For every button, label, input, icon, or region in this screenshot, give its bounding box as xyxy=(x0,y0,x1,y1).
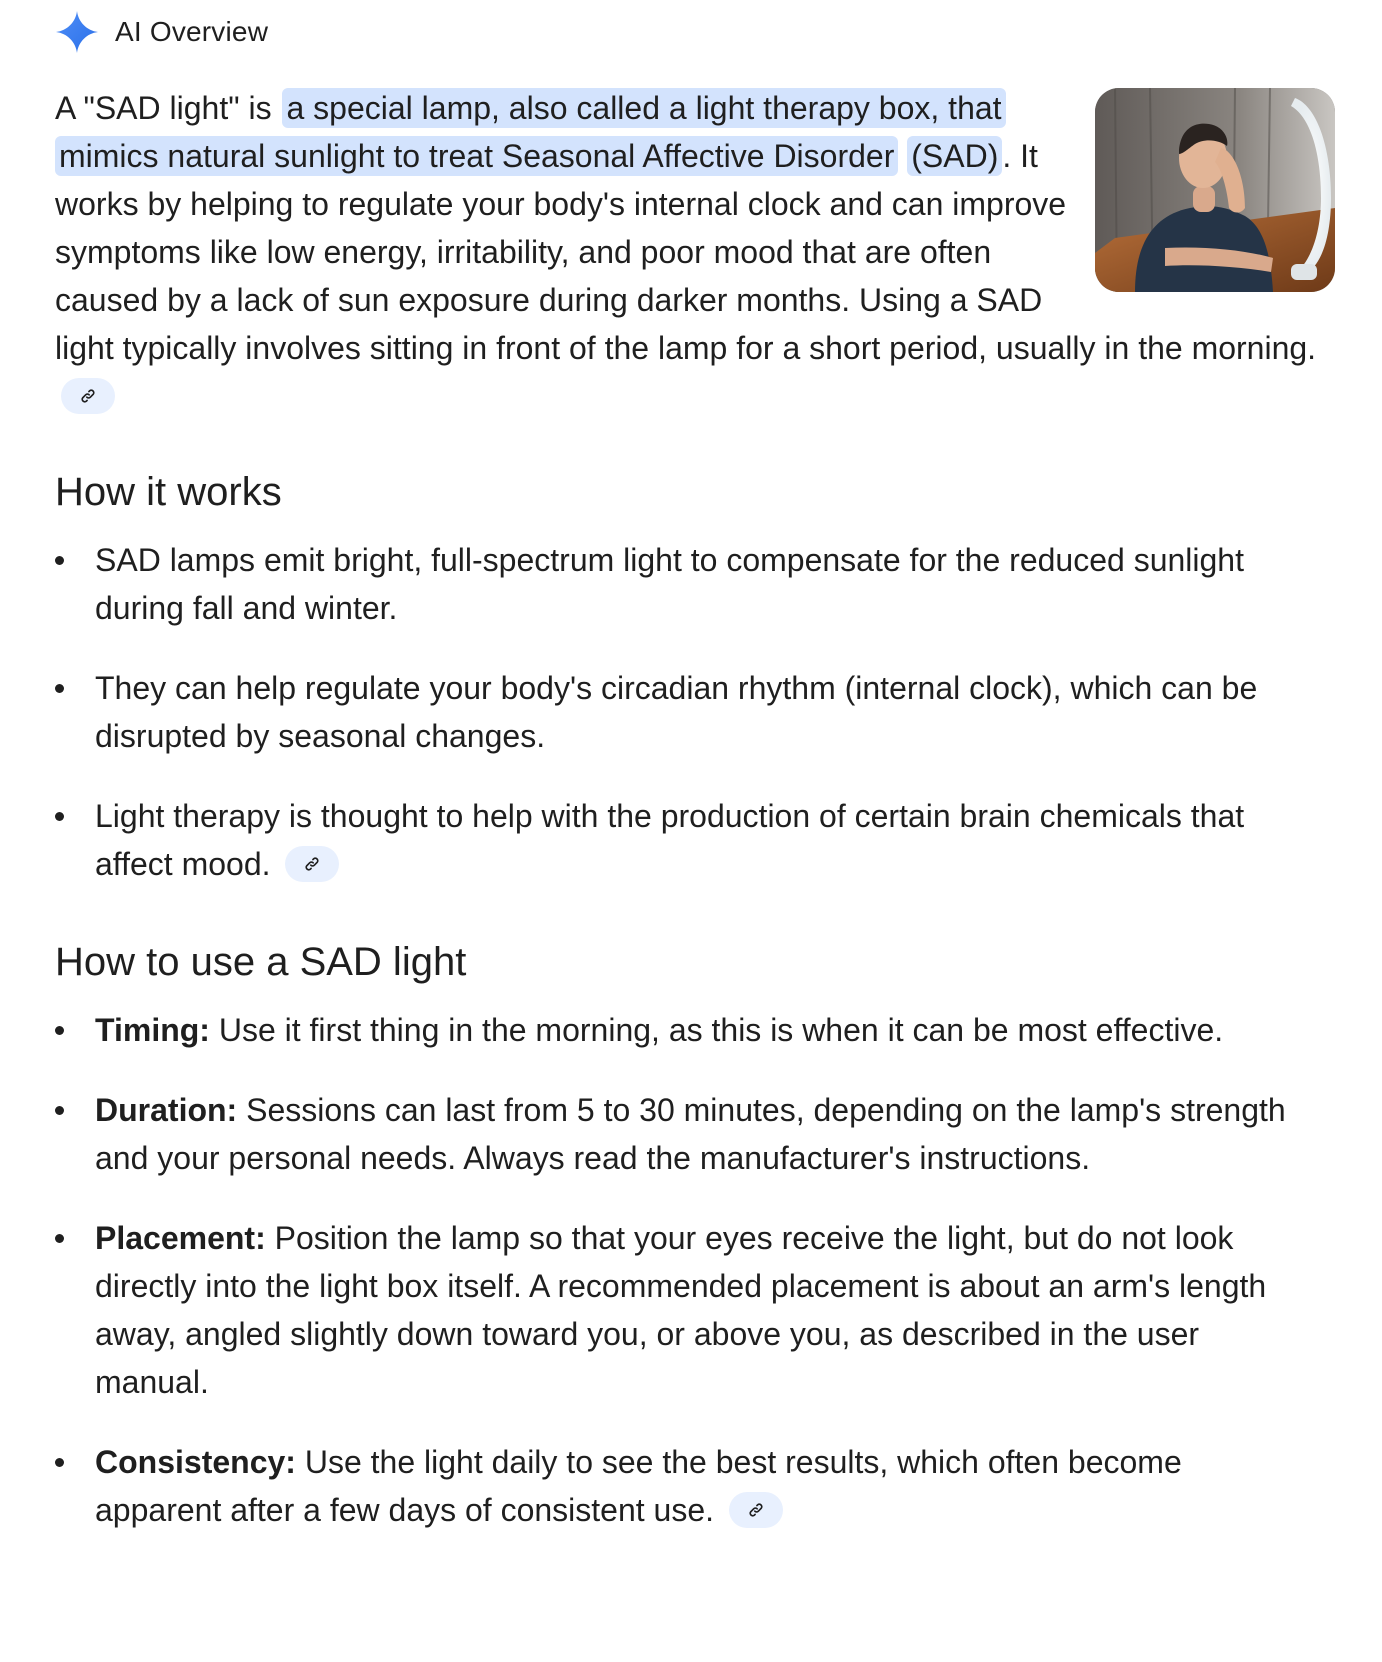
bullet-dot xyxy=(55,812,64,821)
list-item xyxy=(55,1086,1305,1182)
bullet-dot xyxy=(55,1106,64,1115)
link-icon xyxy=(78,386,98,406)
ai-overview-title: AI Overview xyxy=(115,16,269,47)
list-item xyxy=(55,664,1305,760)
highlighted-definition-3: (SAD) xyxy=(907,136,1002,176)
list-item xyxy=(55,1006,1305,1054)
list-item xyxy=(55,1214,1305,1406)
how-to-use-list xyxy=(55,1006,1305,1566)
list-item-term: Duration: xyxy=(95,1092,238,1128)
bullet-dot xyxy=(55,556,64,565)
highlighted-definition-2: mimics natural sunlight to treat Seasonal Affective Disorder xyxy=(55,136,898,176)
list-item xyxy=(55,792,1305,888)
list-item-text: SAD lamps emit bright, full-spectrum light to compensate for the reduced sunlight during fall and winter. xyxy=(95,542,1244,626)
intro-paragraph xyxy=(55,84,1335,420)
overview-thumbnail-image[interactable] xyxy=(1095,88,1335,292)
source-link-chip[interactable] xyxy=(729,1492,783,1528)
source-link-chip[interactable] xyxy=(61,378,115,414)
source-link-chip[interactable] xyxy=(285,846,339,882)
ai-overview-header xyxy=(55,8,268,56)
list-item-text: Sessions can last from 5 to 30 minutes, depending on the lamp's strength and your personal needs. Always read the manufacturer's instructions. xyxy=(95,1092,1286,1176)
bullet-dot xyxy=(55,1026,64,1035)
link-icon xyxy=(302,854,322,874)
bullet-dot xyxy=(55,1458,64,1467)
intro-prefix: A "SAD light" is xyxy=(55,90,272,126)
list-item-term: Consistency: xyxy=(95,1444,296,1480)
list-item-text: Position the lamp so that your eyes receive the light, but do not look directly into the light box itself. A recommended placement is about an arm's length away, angled slightly down toward you, or above you, as described in the user manual. xyxy=(95,1220,1267,1400)
list-item-text: They can help regulate your body's circadian rhythm (internal clock), which can be disrupted by seasonal changes. xyxy=(95,670,1258,754)
bullet-dot xyxy=(55,684,64,693)
link-icon xyxy=(746,1500,766,1520)
list-item-term: Timing: xyxy=(95,1012,210,1048)
sparkle-icon xyxy=(55,10,99,54)
list-item xyxy=(55,1438,1305,1534)
list-item-text: Use the light daily to see the best results, which often become apparent after a few days of consistent use. xyxy=(95,1444,1182,1528)
list-item-text: Use it first thing in the morning, as this is when it can be most effective. xyxy=(209,1012,1224,1048)
intro-rest: . It works by helping to regulate your body's internal clock and can improve symptoms like low energy, irritability, and poor mood that are often caused by a lack of sun exposure during darker months. Using a SAD light typically involves sitting in front of the lamp for a short period, usually in the morning. xyxy=(55,138,1317,366)
how-it-works-list xyxy=(55,536,1305,920)
list-item-term: Placement: xyxy=(95,1220,266,1256)
section-title-how-to-use: How to use a SAD light xyxy=(55,940,467,984)
bullet-dot xyxy=(55,1234,64,1243)
list-item-text: Light therapy is thought to help with the production of certain brain chemicals that affect mood. xyxy=(95,798,1245,882)
section-title-how-it-works: How it works xyxy=(55,470,282,514)
list-item xyxy=(55,536,1305,632)
highlighted-definition-1: a special lamp, also called a light therapy box, that xyxy=(282,88,1005,128)
